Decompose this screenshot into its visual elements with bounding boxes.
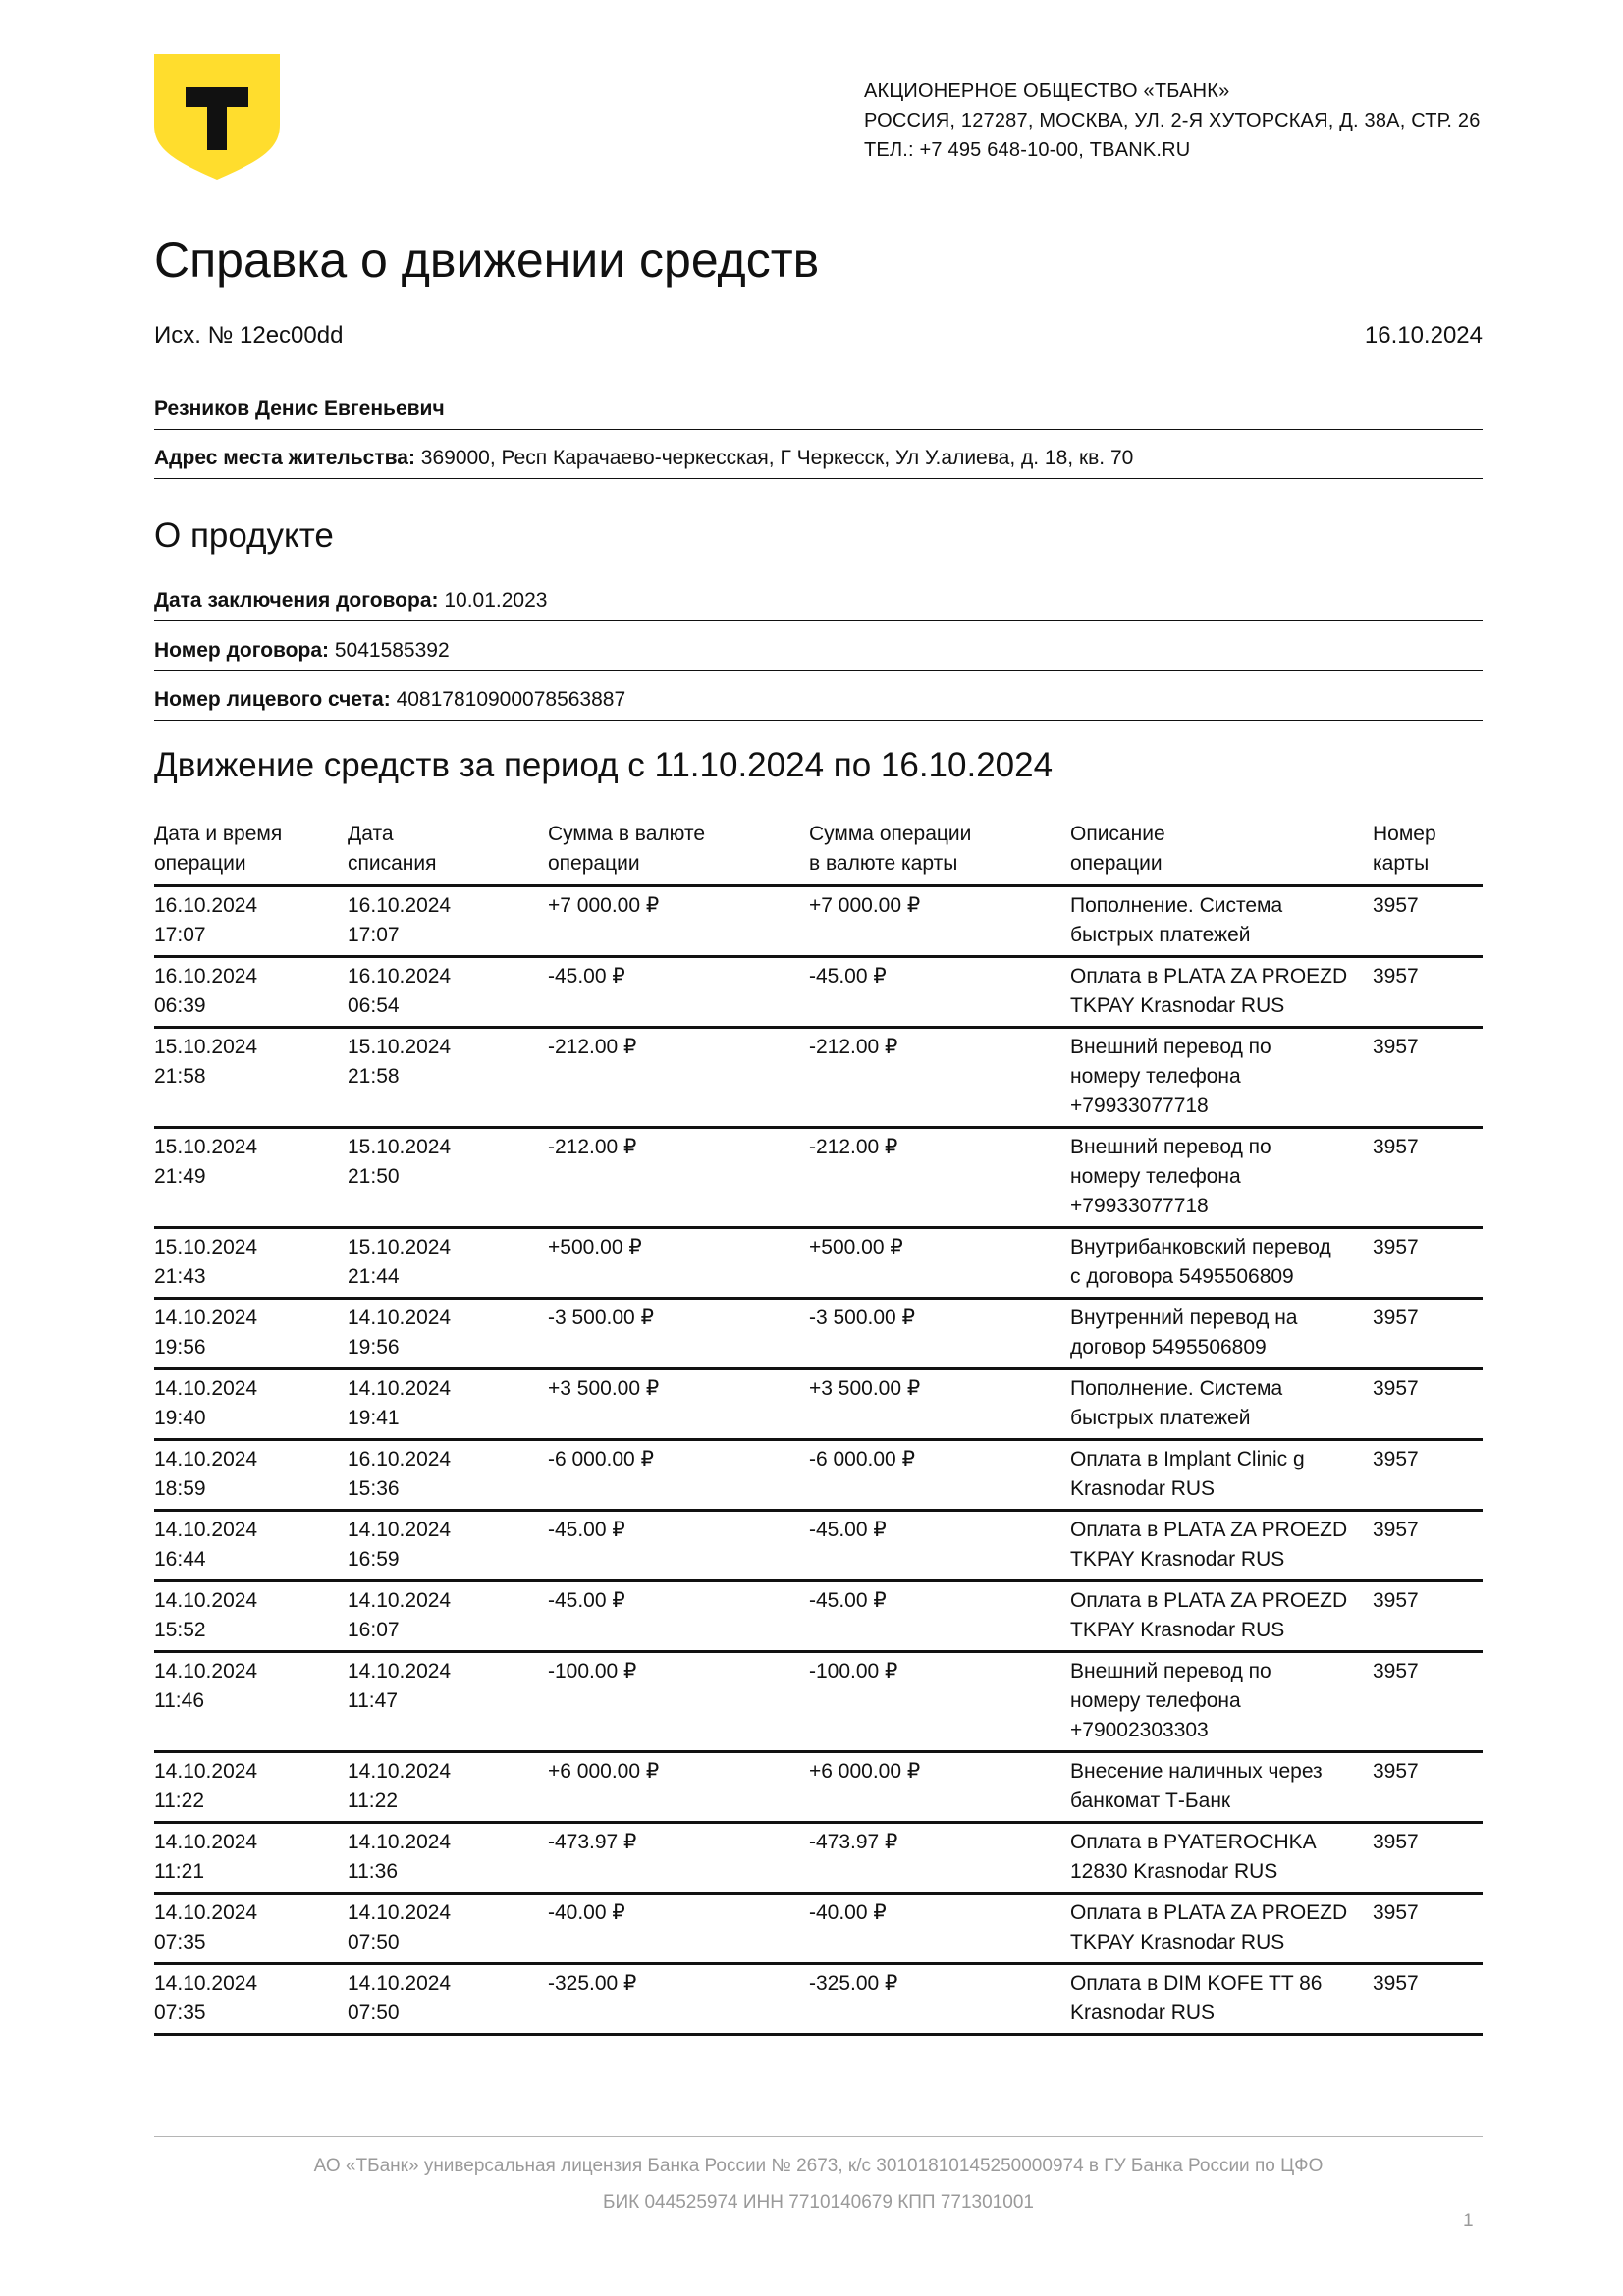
cell-description-text: Внешний перевод по — [1070, 1036, 1271, 1058]
cell-amount-card-text: -100.00 ₽ — [809, 1660, 898, 1682]
cell-wd-datetime-text: 19:56 — [348, 1336, 400, 1359]
cell-description — [1070, 1752, 1373, 1823]
cell-wd-datetime-text: 06:54 — [348, 994, 400, 1017]
cell-wd-datetime — [348, 1752, 548, 1823]
cell-op-datetime-text: 15.10.2024 — [154, 1036, 258, 1058]
cell-op-datetime-text: 11:46 — [154, 1689, 204, 1712]
cell-card-number-text: 3957 — [1373, 894, 1419, 917]
cell-amount-op-text: -45.00 ₽ — [548, 965, 625, 988]
table-row — [154, 1581, 1483, 1652]
table-row — [154, 1752, 1483, 1823]
table-row — [154, 1028, 1483, 1128]
cell-amount-op — [548, 1752, 809, 1823]
cell-op-datetime-text: 18:59 — [154, 1477, 206, 1500]
cell-wd-datetime — [348, 886, 548, 957]
cell-op-datetime — [154, 1128, 348, 1228]
cell-description-text: Внутренний перевод на — [1070, 1307, 1298, 1329]
cell-op-datetime-text: 19:40 — [154, 1407, 206, 1429]
cell-description-text: Пополнение. Система — [1070, 894, 1283, 917]
cell-description-text: Оплата в Implant Clinic g — [1070, 1448, 1305, 1470]
cell-wd-datetime — [348, 1964, 548, 2035]
cell-wd-datetime-text: 17:07 — [348, 924, 400, 946]
cell-wd-datetime-text: 07:50 — [348, 2002, 400, 2024]
table-row — [154, 1823, 1483, 1894]
cell-amount-card-text: +7 000.00 ₽ — [809, 894, 921, 917]
cell-description-text: Krasnodar RUS — [1070, 2002, 1216, 2024]
cell-op-datetime-text: 21:43 — [154, 1265, 206, 1288]
footer-divider — [154, 2136, 1483, 2137]
cell-description-text: +79933077718 — [1070, 1195, 1209, 1217]
col-op-datetime: Дата и время операции — [154, 823, 283, 875]
cell-op-datetime-text: 15:52 — [154, 1619, 206, 1641]
cell-amount-op — [548, 1581, 809, 1652]
cell-card-number-text: 3957 — [1373, 965, 1419, 988]
cell-amount-card-text: -6 000.00 ₽ — [809, 1448, 915, 1470]
company-address: РОССИЯ, 127287, МОСКВА, УЛ. 2-Я ХУТОРСКАЯ, Д. 38А, СТР. 26 — [864, 110, 1481, 132]
account-number-row — [154, 685, 1483, 721]
cell-card-number-text: 3957 — [1373, 1972, 1419, 1995]
cell-amount-op-text: +500.00 ₽ — [548, 1236, 642, 1258]
cell-amount-card — [809, 1752, 1070, 1823]
cell-amount-op-text: -212.00 ₽ — [548, 1036, 637, 1058]
contract-date-row — [154, 586, 1483, 621]
cell-description — [1070, 1128, 1373, 1228]
cell-description-text: +79002303303 — [1070, 1719, 1209, 1741]
cell-amount-op — [548, 1511, 809, 1581]
cell-op-datetime — [154, 1652, 348, 1752]
cell-card-number — [1373, 957, 1483, 1028]
cell-amount-card — [809, 1440, 1070, 1511]
client-name: Резников Денис Евгеньевич — [154, 398, 445, 420]
cell-amount-card-text: -212.00 ₽ — [809, 1036, 898, 1058]
cell-description — [1070, 1964, 1373, 2035]
client-address-row — [154, 444, 1483, 479]
cell-description-text: Оплата в PYATEROCHKA — [1070, 1831, 1317, 1853]
cell-op-datetime — [154, 1823, 348, 1894]
cell-description-text: Внесение наличных через — [1070, 1760, 1323, 1783]
cell-card-number-text: 3957 — [1373, 1831, 1419, 1853]
cell-card-number-text: 3957 — [1373, 1660, 1419, 1682]
cell-wd-datetime-text: 16.10.2024 — [348, 965, 452, 988]
cell-amount-card — [809, 1128, 1070, 1228]
account-value: 40817810900078563887 — [396, 688, 626, 711]
table-row — [154, 957, 1483, 1028]
contract-date-label: Дата заключения договора: — [154, 589, 439, 612]
cell-wd-datetime — [348, 957, 548, 1028]
cell-amount-op — [548, 1894, 809, 1964]
cell-amount-op — [548, 886, 809, 957]
cell-card-number-text: 3957 — [1373, 1236, 1419, 1258]
document-date: 16.10.2024 — [1364, 322, 1483, 348]
cell-wd-datetime — [348, 1440, 548, 1511]
cell-op-datetime — [154, 1894, 348, 1964]
cell-description-text: с договора 5495506809 — [1070, 1265, 1294, 1288]
cell-wd-datetime-text: 16:59 — [348, 1548, 400, 1571]
cell-op-datetime-text: 14.10.2024 — [154, 1901, 258, 1924]
table-row — [154, 1511, 1483, 1581]
cell-wd-datetime — [348, 1228, 548, 1299]
cell-amount-op-text: -40.00 ₽ — [548, 1901, 625, 1924]
cell-op-datetime-text: 06:39 — [154, 994, 206, 1017]
col-amount-op: Сумма в валюте операции — [548, 823, 706, 875]
cell-op-datetime-text: 16.10.2024 — [154, 894, 258, 917]
cell-description — [1070, 1299, 1373, 1369]
cell-wd-datetime-text: 14.10.2024 — [348, 1519, 452, 1541]
cell-amount-card-text: +3 500.00 ₽ — [809, 1377, 921, 1400]
cell-amount-card-text: -212.00 ₽ — [809, 1136, 898, 1158]
cell-amount-card — [809, 1581, 1070, 1652]
cell-op-datetime — [154, 1299, 348, 1369]
cell-description — [1070, 1581, 1373, 1652]
cell-description-text: номеру телефона — [1070, 1689, 1241, 1712]
cell-amount-card — [809, 1369, 1070, 1440]
cell-amount-card-text: +6 000.00 ₽ — [809, 1760, 921, 1783]
cell-wd-datetime-text: 21:44 — [348, 1265, 400, 1288]
cell-card-number — [1373, 886, 1483, 957]
cell-description — [1070, 1894, 1373, 1964]
cell-card-number-text: 3957 — [1373, 1307, 1419, 1329]
cell-wd-datetime-text: 16:07 — [348, 1619, 400, 1641]
cell-wd-datetime-text: 14.10.2024 — [348, 1972, 452, 1995]
cell-description-text: 12830 Krasnodar RUS — [1070, 1860, 1278, 1883]
cell-description-text: номеру телефона — [1070, 1165, 1241, 1188]
table-row — [154, 1369, 1483, 1440]
table-row — [154, 1440, 1483, 1511]
cell-description-text: Оплата в PLATA ZA PROEZD — [1070, 1589, 1348, 1612]
cell-amount-card — [809, 1823, 1070, 1894]
cell-wd-datetime-text: 11:47 — [348, 1689, 398, 1712]
cell-op-datetime-text: 14.10.2024 — [154, 1589, 258, 1612]
cell-description-text: быстрых платежей — [1070, 924, 1251, 946]
cell-op-datetime-text: 14.10.2024 — [154, 1307, 258, 1329]
cell-description-text: Оплата в DIM KOFE TT 86 — [1070, 1972, 1323, 1995]
cell-card-number — [1373, 1128, 1483, 1228]
cell-amount-card — [809, 1228, 1070, 1299]
cell-amount-op-text: +3 500.00 ₽ — [548, 1377, 660, 1400]
cell-description-text: TKPAY Krasnodar RUS — [1070, 1548, 1285, 1571]
cell-card-number-text: 3957 — [1373, 1448, 1419, 1470]
cell-description-text: +79933077718 — [1070, 1095, 1209, 1117]
col-wd-date: Дата списания — [348, 823, 437, 875]
cell-amount-op-text: -3 500.00 ₽ — [548, 1307, 654, 1329]
cell-description-text: Оплата в PLATA ZA PROEZD — [1070, 965, 1348, 988]
cell-wd-datetime-text: 07:50 — [348, 1931, 400, 1953]
cell-amount-op-text: -100.00 ₽ — [548, 1660, 637, 1682]
cell-amount-op — [548, 1823, 809, 1894]
cell-card-number — [1373, 1823, 1483, 1894]
cell-amount-op-text: -325.00 ₽ — [548, 1972, 637, 1995]
cell-wd-datetime-text: 14.10.2024 — [348, 1377, 452, 1400]
table-header-row — [154, 817, 1483, 886]
cell-wd-datetime — [348, 1652, 548, 1752]
cell-op-datetime-text: 21:49 — [154, 1165, 206, 1188]
cell-wd-datetime-text: 15:36 — [348, 1477, 400, 1500]
document-title: Справка о движении средств — [154, 233, 820, 288]
cell-op-datetime — [154, 1028, 348, 1128]
cell-amount-card — [809, 1964, 1070, 2035]
cell-card-number — [1373, 1894, 1483, 1964]
cell-op-datetime-text: 14.10.2024 — [154, 1660, 258, 1682]
cell-amount-op — [548, 1299, 809, 1369]
document-ref: Исх. № 12ec00dd — [154, 322, 344, 348]
cell-amount-op — [548, 1128, 809, 1228]
cell-card-number-text: 3957 — [1373, 1519, 1419, 1541]
cell-wd-datetime-text: 11:36 — [348, 1860, 398, 1883]
cell-wd-datetime-text: 11:22 — [348, 1789, 398, 1812]
cell-op-datetime-text: 14.10.2024 — [154, 1519, 258, 1541]
cell-description — [1070, 1511, 1373, 1581]
cell-op-datetime-text: 11:22 — [154, 1789, 204, 1812]
product-heading: О продукте — [154, 516, 334, 555]
cell-description — [1070, 1440, 1373, 1511]
cell-card-number-text: 3957 — [1373, 1760, 1419, 1783]
cell-wd-datetime-text: 14.10.2024 — [348, 1760, 452, 1783]
cell-description-text: Внешний перевод по — [1070, 1136, 1271, 1158]
cell-amount-card-text: +500.00 ₽ — [809, 1236, 903, 1258]
cell-op-datetime — [154, 1581, 348, 1652]
cell-card-number — [1373, 1369, 1483, 1440]
cell-amount-op-text: -45.00 ₽ — [548, 1589, 625, 1612]
cell-op-datetime-text: 07:35 — [154, 2002, 206, 2024]
cell-amount-op — [548, 1228, 809, 1299]
account-label: Номер лицевого счета: — [154, 688, 391, 711]
table-row — [154, 1652, 1483, 1752]
movements-table — [154, 817, 1483, 2036]
contract-number-label: Номер договора: — [154, 639, 330, 662]
cell-op-datetime — [154, 1369, 348, 1440]
table-row — [154, 1299, 1483, 1369]
cell-description-text: TKPAY Krasnodar RUS — [1070, 994, 1285, 1017]
cell-description — [1070, 1369, 1373, 1440]
cell-card-number-text: 3957 — [1373, 1136, 1419, 1158]
cell-op-datetime-text: 16:44 — [154, 1548, 206, 1571]
cell-card-number — [1373, 1752, 1483, 1823]
cell-wd-datetime-text: 16.10.2024 — [348, 1448, 452, 1470]
cell-op-datetime — [154, 1964, 348, 2035]
cell-description-text: Пополнение. Система — [1070, 1377, 1283, 1400]
cell-amount-card-text: -325.00 ₽ — [809, 1972, 898, 1995]
cell-op-datetime — [154, 1440, 348, 1511]
cell-description-text: Оплата в PLATA ZA PROEZD — [1070, 1519, 1348, 1541]
cell-wd-datetime — [348, 1299, 548, 1369]
cell-card-number-text: 3957 — [1373, 1589, 1419, 1612]
cell-amount-op — [548, 1440, 809, 1511]
footer-requisites: БИК 044525974 ИНН 7710140679 КПП 771301001 — [603, 2192, 1034, 2213]
cell-description-text: номеру телефона — [1070, 1065, 1241, 1088]
cell-amount-op-text: -473.97 ₽ — [548, 1831, 637, 1853]
footer-license: АО «ТБанк» универсальная лицензия Банка России № 2673, к/с 30101810145250000974 в ГУ Банка России по ЦФО — [313, 2156, 1324, 2176]
cell-amount-card — [809, 1652, 1070, 1752]
address-label: Адрес места жительства: — [154, 447, 415, 469]
cell-description-text: Krasnodar RUS — [1070, 1477, 1216, 1500]
cell-wd-datetime — [348, 1581, 548, 1652]
cell-op-datetime-text: 15.10.2024 — [154, 1136, 258, 1158]
cell-op-datetime-text: 19:56 — [154, 1336, 206, 1359]
cell-amount-card — [809, 1299, 1070, 1369]
movements-heading: Движение средств за период с 11.10.2024 по 16.10.2024 — [154, 746, 1054, 784]
cell-wd-datetime-text: 21:50 — [348, 1165, 400, 1188]
cell-description — [1070, 1652, 1373, 1752]
cell-card-number-text: 3957 — [1373, 1901, 1419, 1924]
cell-wd-datetime — [348, 1894, 548, 1964]
cell-op-datetime-text: 17:07 — [154, 924, 206, 946]
cell-card-number — [1373, 1299, 1483, 1369]
cell-description-text: быстрых платежей — [1070, 1407, 1251, 1429]
cell-amount-op-text: -6 000.00 ₽ — [548, 1448, 654, 1470]
company-contacts: ТЕЛ.: +7 495 648-10-00, TBANK.RU — [864, 139, 1191, 161]
cell-amount-card-text: -3 500.00 ₽ — [809, 1307, 915, 1329]
cell-amount-card-text: -473.97 ₽ — [809, 1831, 898, 1853]
cell-wd-datetime-text: 14.10.2024 — [348, 1589, 452, 1612]
cell-op-datetime-text: 16.10.2024 — [154, 965, 258, 988]
cell-description-text: договор 5495506809 — [1070, 1336, 1267, 1359]
cell-op-datetime-text: 14.10.2024 — [154, 1972, 258, 1995]
cell-op-datetime-text: 07:35 — [154, 1931, 206, 1953]
cell-amount-op — [548, 1652, 809, 1752]
cell-card-number — [1373, 1652, 1483, 1752]
cell-amount-op — [548, 1028, 809, 1128]
cell-op-datetime — [154, 957, 348, 1028]
cell-wd-datetime — [348, 1369, 548, 1440]
cell-wd-datetime-text: 16.10.2024 — [348, 894, 452, 917]
cell-amount-op — [548, 957, 809, 1028]
cell-wd-datetime — [348, 1511, 548, 1581]
cell-amount-card — [809, 1028, 1070, 1128]
col-description: Описание операции — [1070, 823, 1165, 875]
cell-card-number — [1373, 1028, 1483, 1128]
cell-card-number-text: 3957 — [1373, 1377, 1419, 1400]
cell-wd-datetime-text: 14.10.2024 — [348, 1307, 452, 1329]
cell-amount-card — [809, 957, 1070, 1028]
col-amount-card: Сумма операции в валюте карты — [809, 823, 972, 875]
cell-op-datetime-text: 21:58 — [154, 1065, 206, 1088]
cell-description-text: TKPAY Krasnodar RUS — [1070, 1931, 1285, 1953]
contract-number-row — [154, 636, 1483, 671]
cell-description — [1070, 1028, 1373, 1128]
cell-op-datetime — [154, 1752, 348, 1823]
cell-wd-datetime — [348, 1028, 548, 1128]
cell-description — [1070, 957, 1373, 1028]
cell-description — [1070, 1823, 1373, 1894]
cell-description-text: банкомат Т-Банк — [1070, 1789, 1231, 1812]
cell-op-datetime-text: 14.10.2024 — [154, 1760, 258, 1783]
company-name: АКЦИОНЕРНОЕ ОБЩЕСТВО «ТБАНК» — [864, 80, 1230, 102]
cell-wd-datetime-text: 15.10.2024 — [348, 1036, 452, 1058]
cell-description-text: Оплата в PLATA ZA PROEZD — [1070, 1901, 1348, 1924]
cell-wd-datetime-text: 15.10.2024 — [348, 1236, 452, 1258]
cell-wd-datetime-text: 21:58 — [348, 1065, 400, 1088]
address-value: 369000, Респ Карачаево-черкесская, Г Черкесск, Ул У.алиева, д. 18, кв. 70 — [420, 447, 1134, 469]
cell-op-datetime — [154, 1511, 348, 1581]
cell-amount-op-text: +7 000.00 ₽ — [548, 894, 660, 917]
col-card-number: Номер карты — [1373, 823, 1436, 875]
cell-op-datetime-text: 14.10.2024 — [154, 1377, 258, 1400]
cell-op-datetime-text: 14.10.2024 — [154, 1831, 258, 1853]
tbank-logo-icon — [154, 54, 280, 180]
cell-wd-datetime-text: 14.10.2024 — [348, 1901, 452, 1924]
page-number: 1 — [1463, 2211, 1474, 2231]
client-name-row — [154, 395, 1483, 430]
cell-wd-datetime-text: 14.10.2024 — [348, 1831, 452, 1853]
cell-op-datetime-text: 14.10.2024 — [154, 1448, 258, 1470]
cell-description — [1070, 886, 1373, 957]
cell-amount-card — [809, 886, 1070, 957]
cell-description-text: Внутрибанковский перевод — [1070, 1236, 1331, 1258]
cell-wd-datetime — [348, 1128, 548, 1228]
cell-card-number — [1373, 1228, 1483, 1299]
table-row — [154, 886, 1483, 957]
table-row — [154, 1894, 1483, 1964]
cell-wd-datetime-text: 14.10.2024 — [348, 1660, 452, 1682]
cell-card-number — [1373, 1581, 1483, 1652]
cell-amount-op-text: -45.00 ₽ — [548, 1519, 625, 1541]
cell-amount-op — [548, 1964, 809, 2035]
cell-amount-card-text: -45.00 ₽ — [809, 1589, 887, 1612]
cell-amount-op — [548, 1369, 809, 1440]
cell-op-datetime-text: 15.10.2024 — [154, 1236, 258, 1258]
cell-description — [1070, 1228, 1373, 1299]
cell-wd-datetime-text: 15.10.2024 — [348, 1136, 452, 1158]
table-row — [154, 1128, 1483, 1228]
cell-amount-card-text: -45.00 ₽ — [809, 1519, 887, 1541]
cell-amount-card — [809, 1511, 1070, 1581]
contract-date-value: 10.01.2023 — [444, 589, 548, 612]
cell-op-datetime — [154, 886, 348, 957]
cell-card-number — [1373, 1511, 1483, 1581]
cell-card-number — [1373, 1440, 1483, 1511]
cell-wd-datetime — [348, 1823, 548, 1894]
cell-amount-op-text: -212.00 ₽ — [548, 1136, 637, 1158]
cell-amount-card — [809, 1894, 1070, 1964]
company-info — [864, 77, 1481, 165]
cell-description-text: TKPAY Krasnodar RUS — [1070, 1619, 1285, 1641]
contract-number-value: 5041585392 — [334, 639, 450, 662]
table-row — [154, 1228, 1483, 1299]
cell-op-datetime-text: 11:21 — [154, 1860, 204, 1883]
cell-card-number — [1373, 1964, 1483, 2035]
cell-amount-card-text: -40.00 ₽ — [809, 1901, 887, 1924]
cell-amount-card-text: -45.00 ₽ — [809, 965, 887, 988]
cell-amount-op-text: +6 000.00 ₽ — [548, 1760, 660, 1783]
cell-op-datetime — [154, 1228, 348, 1299]
cell-wd-datetime-text: 19:41 — [348, 1407, 400, 1429]
cell-description-text: Внешний перевод по — [1070, 1660, 1271, 1682]
cell-card-number-text: 3957 — [1373, 1036, 1419, 1058]
table-row — [154, 1964, 1483, 2035]
